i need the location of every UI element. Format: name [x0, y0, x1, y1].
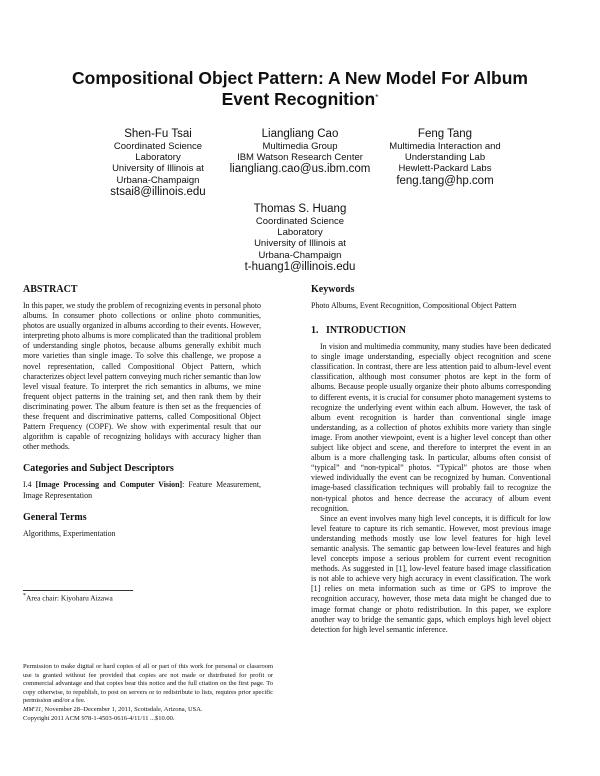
author-affiliation: University of Illinois at [112, 163, 204, 175]
title-line-2-text: Event Recognition [221, 89, 376, 109]
author-affiliation: University of Illinois at [254, 238, 346, 250]
introduction-heading: 1. INTRODUCTION [311, 325, 407, 337]
left-column [23, 284, 261, 539]
author-name: Liangliang Cao [261, 128, 339, 140]
right-column [311, 284, 551, 635]
author-block-2 [220, 128, 380, 176]
author-affiliation: Coordinated Science [113, 141, 203, 152]
title-line-1: Compositional Object Pattern: A New Model For Album [72, 68, 528, 88]
author-block-3 [370, 128, 520, 188]
author-name: Feng Tang [417, 128, 473, 140]
author-block-4 [225, 203, 375, 274]
keywords-text: Photo Albums, Event Recognition, Compositional Object Pattern [311, 301, 517, 310]
author-block-1 [88, 128, 228, 199]
author-affiliation: Laboratory [135, 152, 181, 164]
footnote-divider [23, 590, 133, 591]
author-affiliation: Urbana-Champaign [116, 174, 200, 186]
introduction-paragraph-1: In vision and multimedia community, many studies have been dedicated to single image understanding, especially object recognition and scene classification. In contrast, there are less attention paid to album-level event classification, although most consumer photos are kept in the form of albums. Because people usually organize their photo albums corresponding to different events, it is crucial for consumer photo management systems to recognize the underlying event within each album. However, the task of album event recognition is harder than conventional single image understanding, as a collection of photos exhibits more variety than single image. From another viewpoint, event is a higher level concept than other subject like object and scene, and therefore to interpret the event in an album is a more challenging task. In particular, albums often consist of “typical” and “non-typical” photos. “Typical” photos are those when viewed individually the event can be recognized by human. Conventional image-based classification techniques will probably fail to recognize the non-typical photos and hence decrease the accuracy of album event recognition. [311, 342, 551, 513]
author-name: Thomas S. Huang [253, 203, 347, 215]
author-email: stsai8@illinois.edu [110, 185, 206, 198]
conference-abbr: MM'11, [23, 705, 43, 713]
author-affiliation: Urbana-Champaign [258, 249, 342, 261]
categories-heading: Categories and Subject Descriptors [23, 463, 174, 475]
abstract-text: In this paper, we study the problem of recognizing events in personal photo albums. In consumer photo collections or online photo communities, photos are usually organized in albums according to their events. However, interpreting photo albums is more complicated than the traditional problem of understanding single photos, because albums generally exhibit much more varieties than single image. To solve this challenge, we propose a novel representation, called Compositional Object Pattern, which characterizes object level pattern conveying much richer semantic than low level visual feature. To interpret the rich semantics in albums, we mine frequent object patterns in the training set, and then rank them by their discriminating power. The album feature is then set as the frequencies of these frequent and discriminative patterns, called Compositional Object Pattern Frequency (COPF). We show with experimental result that our algorithm is capable of recognizing holidays with accuracy higher than other methods. [23, 301, 261, 452]
author-name: Shen-Fu Tsai [124, 128, 192, 140]
title-line-2 [40, 89, 560, 110]
permission-text: Permission to make digital or hard copies of all or part of this work for personal or classroom use is granted without fee provided that copies are not made or distributed for profit or commercial advantage and that copies bear this notice and the full citation on the first page. To copy otherwise, to republish, to post on servers or to redistribute to lists, requires prior specific permission and/or a fee. [23, 663, 273, 705]
permission-block [23, 663, 273, 723]
categories-text [23, 480, 261, 500]
footnote [23, 592, 263, 602]
copyright-line: Copyright 2011 ACM 978-1-4503-0616-4/11/11 ...$10.00. [23, 714, 175, 722]
categories-rest: : Feature Measurement, Image Representation [23, 480, 261, 500]
author-affiliation: Understanding Lab [404, 152, 486, 164]
author-email: feng.tang@hp.com [396, 174, 494, 187]
author-affiliation: Multimedia Interaction and [389, 141, 501, 152]
general-terms-heading: General Terms [23, 511, 87, 523]
conference-line [23, 706, 273, 715]
introduction-paragraph-2: Since an event involves many high level concepts, it is difficult for low level feature to capture its rich semantic. However, most previous image understanding methods mostly use low level features for high level semantic analysis. The semantic gap between low-level features and high level concepts impose a serious problem for current event recognition methods. As suggested in [1], low-level feature based image classification is not able to achieve very high accuracy in event classification. The work [1] relies on meta information such as time or GPS to improve the recognition accuracy, however, those meta data might be changed due to image format change or photo redistribution. In this paper, we explore another way to bridge the semantic gaps, which employs high level object detection for high level semantic inference. [311, 513, 551, 634]
author-affiliation: Laboratory [277, 227, 323, 239]
author-email: t-huang1@illinois.edu [244, 260, 356, 273]
categories-bold: [Image Processing and Computer Vision] [35, 480, 183, 490]
footnote-mark: * [23, 593, 26, 599]
author-affiliation: Hewlett-Packard Labs [398, 163, 492, 175]
abstract-heading: ABSTRACT [23, 284, 78, 295]
author-email: liangliang.cao@us.ibm.com [229, 163, 371, 176]
footnote-text: Area chair: Kiyoharu Aizawa [26, 593, 113, 603]
general-terms-text: Algorithms, Experimentation [23, 528, 116, 538]
author-affiliation: IBM Watson Research Center [237, 152, 363, 164]
categories-code: I.4 [23, 480, 32, 490]
title-footnote-mark: * [375, 93, 379, 102]
keywords-heading: Keywords [311, 284, 355, 295]
author-affiliation: Multimedia Group [262, 141, 338, 152]
conference-details: November 28–December 1, 2011, Scottsdale, Arizona, USA. [42, 705, 203, 713]
paper-title [40, 68, 560, 110]
author-affiliation: Coordinated Science [255, 216, 345, 227]
